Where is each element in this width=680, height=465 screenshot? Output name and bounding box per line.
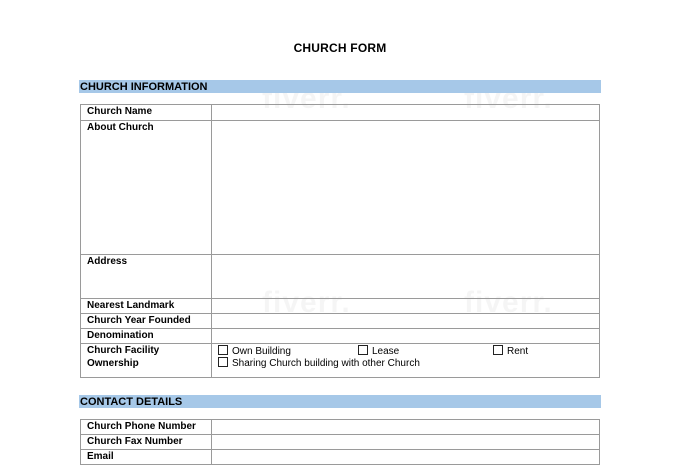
option-label: Rent bbox=[507, 346, 529, 357]
table-row bbox=[81, 420, 600, 435]
document-title: CHURCH FORM bbox=[293, 41, 387, 55]
table-row bbox=[81, 121, 600, 255]
table-row bbox=[81, 255, 600, 299]
ownership-options bbox=[212, 344, 600, 378]
contact-details-table bbox=[80, 419, 600, 465]
checkbox-icon[interactable] bbox=[493, 345, 503, 355]
table-row bbox=[81, 450, 600, 465]
field-label-email: Email bbox=[81, 450, 212, 465]
church-year-founded-field[interactable] bbox=[212, 314, 600, 329]
table-row bbox=[81, 105, 600, 121]
checkbox-icon[interactable] bbox=[358, 345, 368, 355]
checkbox-icon[interactable] bbox=[218, 357, 228, 367]
table-row bbox=[81, 299, 600, 314]
option-label: Own Building bbox=[232, 346, 291, 357]
checkbox-icon[interactable] bbox=[218, 345, 228, 355]
field-label-church-name: Church Name bbox=[81, 105, 212, 121]
table-row bbox=[81, 435, 600, 450]
section-heading-contact-details: CONTACT DETAILS bbox=[79, 395, 601, 408]
nearest-landmark-field[interactable] bbox=[212, 299, 600, 314]
field-label-church-facility-ownership: Church Facility Ownership bbox=[81, 344, 212, 378]
field-label-church-year-founded: Church Year Founded bbox=[81, 314, 212, 329]
denomination-field[interactable] bbox=[212, 329, 600, 344]
church-information-table bbox=[80, 104, 600, 378]
field-label-address: Address bbox=[81, 255, 212, 299]
field-label-church-fax-number: Church Fax Number bbox=[81, 435, 212, 450]
about-church-field[interactable] bbox=[212, 121, 600, 255]
field-label-church-phone-number: Church Phone Number bbox=[81, 420, 212, 435]
section-heading-church-information: CHURCH INFORMATION bbox=[79, 80, 601, 93]
option-label: Lease bbox=[372, 346, 400, 357]
field-label-about-church: About Church bbox=[81, 121, 212, 255]
address-field[interactable] bbox=[212, 255, 600, 299]
table-row bbox=[81, 314, 600, 329]
field-label-nearest-landmark: Nearest Landmark bbox=[81, 299, 212, 314]
email-field[interactable] bbox=[212, 450, 600, 465]
table-row bbox=[81, 344, 600, 378]
option-sharing-building[interactable] bbox=[218, 357, 420, 370]
church-fax-number-field[interactable] bbox=[212, 435, 600, 450]
church-name-field[interactable] bbox=[212, 105, 600, 121]
church-phone-number-field[interactable] bbox=[212, 420, 600, 435]
option-label: Sharing Church building with other Church bbox=[232, 358, 420, 369]
table-row bbox=[81, 329, 600, 344]
field-label-denomination: Denomination bbox=[81, 329, 212, 344]
